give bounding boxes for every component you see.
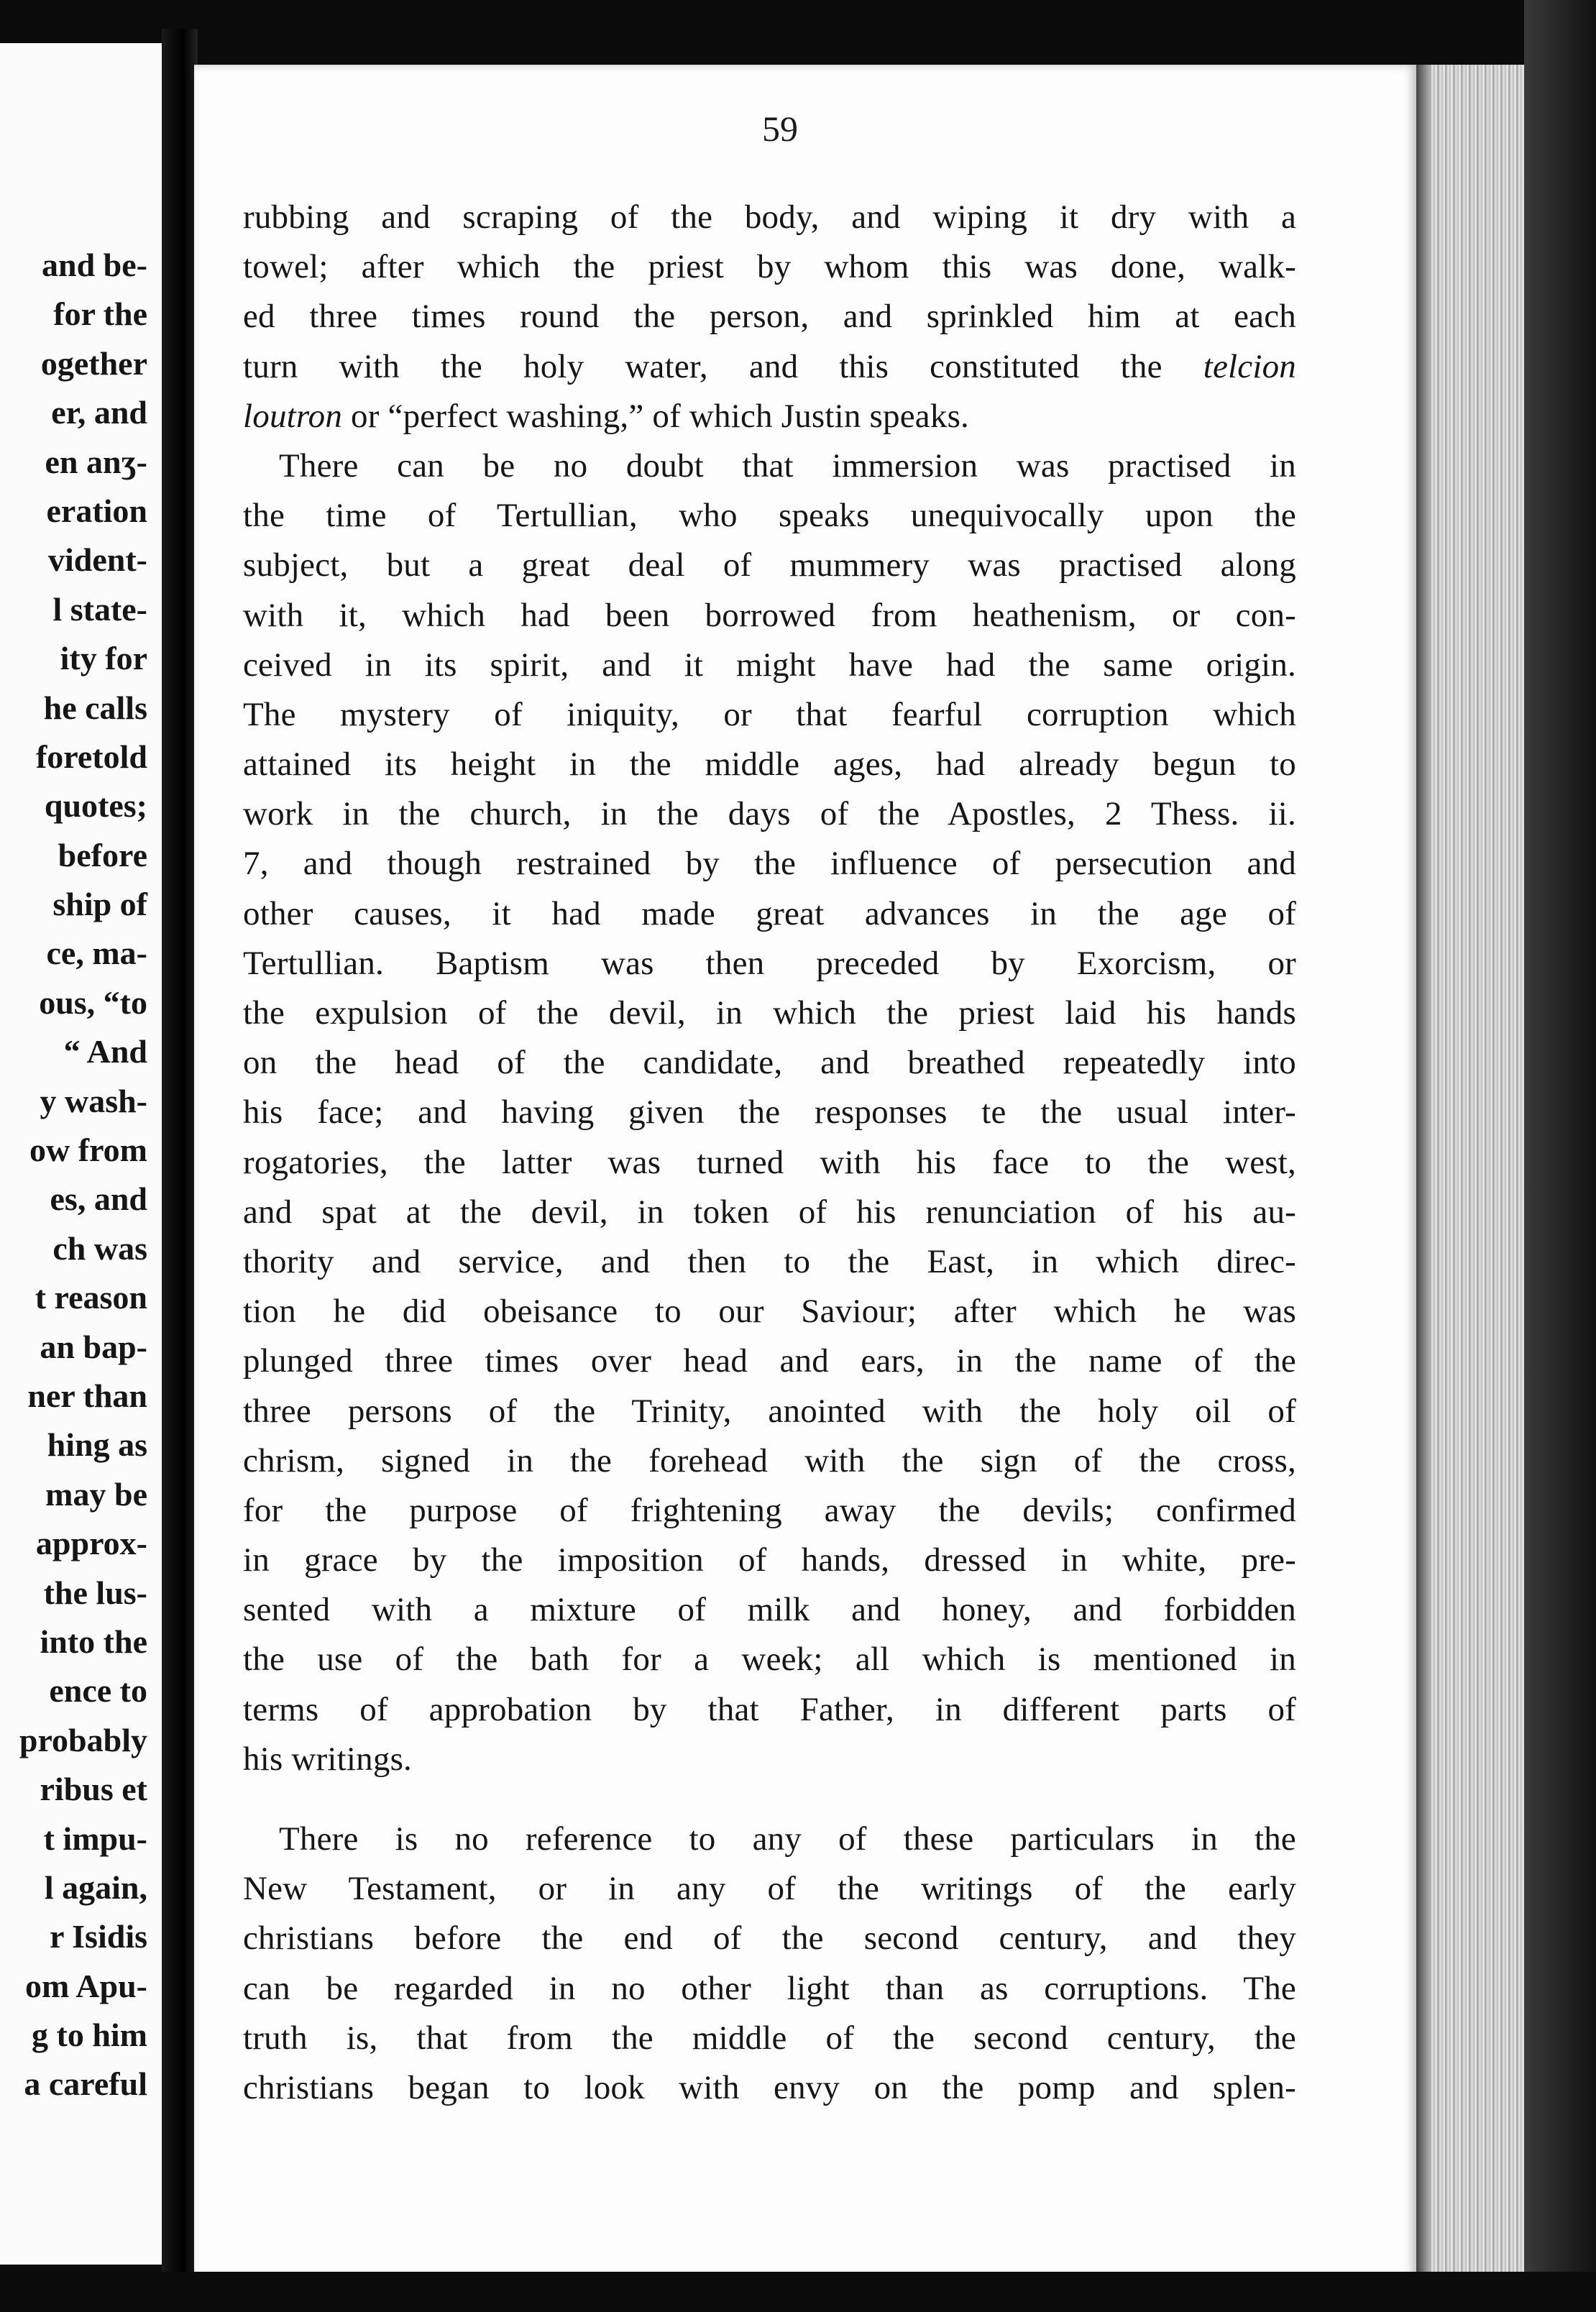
text-line: 7, and though restrained by the influence of persecution and xyxy=(243,845,1296,883)
previous-page-line: ence to xyxy=(49,1672,147,1710)
previous-page-line: ous, “to xyxy=(39,983,147,1021)
previous-page-line: ce, ma- xyxy=(46,935,147,972)
previous-page-line: ch was xyxy=(52,1229,147,1267)
text-line xyxy=(243,292,1296,341)
text-line: and spat at the devil, in token of his renunciation of his au- xyxy=(243,1193,1296,1231)
text-line: with it, which had been borrowed from heathenism, or con- xyxy=(243,596,1296,634)
page-body xyxy=(243,193,1296,2113)
text-line xyxy=(243,242,1296,292)
previous-page-line: and be- xyxy=(42,247,147,283)
previous-page-line: en anʒ- xyxy=(45,443,147,480)
text-line: Tertullian. Baptism was then preceded by Exorcism, or xyxy=(243,944,1296,982)
text-line: his face; and having given the responses te the usual inter- xyxy=(243,1093,1296,1132)
previous-page-line: ner than xyxy=(27,1377,147,1414)
previous-page-line: foretold xyxy=(35,738,147,775)
text-line: ceived in its spirit, and it might have had the same origin. xyxy=(243,646,1296,684)
previous-page-line: he calls xyxy=(43,689,147,726)
text-run: ed three times round the person, and sprinkled him at each xyxy=(243,298,1296,336)
previous-page-line: a careful xyxy=(24,2065,147,2103)
text-line: for the purpose of frightening away the devils; confirmed xyxy=(243,1491,1296,1529)
italic-run: telcion xyxy=(1203,347,1296,385)
previous-page-line: ribus et xyxy=(40,1771,147,1808)
previous-page-line: approx- xyxy=(35,1525,147,1562)
scan-top-border xyxy=(0,0,1596,68)
previous-page-line: t reason xyxy=(35,1279,147,1316)
previous-page-line: eration xyxy=(46,492,147,529)
previous-page-line: may be xyxy=(45,1475,147,1513)
previous-page-line: y wash- xyxy=(40,1082,147,1119)
text-line: work in the church, in the days of the Apostles, 2 Thess. ii. xyxy=(243,795,1296,833)
previous-page-line: an bap- xyxy=(40,1328,147,1365)
text-run: turn with the holy water, and this constituted the xyxy=(243,347,1203,385)
text-run: towel; after which the priest by whom this was done, walk- xyxy=(243,248,1296,286)
previous-page-line: es, and xyxy=(50,1180,147,1218)
previous-page-line: er, and xyxy=(51,394,147,431)
text-line: plunged three times over head and ears, in the name of the xyxy=(243,1342,1296,1380)
text-line: other causes, it had made great advances in the age of xyxy=(243,894,1296,932)
previous-page-line: into the xyxy=(40,1623,147,1660)
previous-page-line: g to him xyxy=(32,2017,147,2054)
previous-page-line: ity for xyxy=(60,640,147,677)
text-line xyxy=(243,342,1296,392)
text-run: or “perfect washing,” of which Justin speaks. xyxy=(342,397,970,435)
text-line: There can be no doubt that immersion was practised in xyxy=(279,446,1296,485)
text-line: tion he did obeisance to our Saviour; after which he was xyxy=(243,1293,1296,1331)
previous-page-line: “ And xyxy=(63,1033,147,1070)
previous-page-line: quotes; xyxy=(44,787,147,825)
scan-right-border xyxy=(1524,0,1596,2312)
italic-run: loutron xyxy=(243,397,343,435)
previous-page-line: l again, xyxy=(44,1868,147,1906)
text-line: New Testament, or in any of the writings of the early xyxy=(243,1870,1296,1908)
text-line: in grace by the imposition of hands, dressed in white, pre- xyxy=(243,1541,1296,1579)
previous-page-line: before xyxy=(58,836,147,873)
paragraph-3 xyxy=(243,1815,1296,2113)
previous-page-text xyxy=(0,241,147,2109)
page-number: 59 xyxy=(762,109,798,149)
text-line: chrism, signed in the forehead with the sign of the cross, xyxy=(243,1441,1296,1480)
previous-page-fragment xyxy=(0,43,162,2265)
text-line: There is no reference to any of these particulars in the xyxy=(279,1820,1296,1858)
previous-page-line: probably xyxy=(19,1721,147,1758)
text-line: his writings. xyxy=(243,1740,413,1778)
paragraph-1 xyxy=(243,193,1296,441)
text-line: attained its height in the middle ages, had already begun to xyxy=(243,746,1296,784)
text-line: the time of Tertullian, who speaks unequivocally upon the xyxy=(243,497,1296,535)
text-line: christians before the end of the second century, and they xyxy=(243,1919,1296,1958)
text-line: The mystery of iniquity, or that fearful corruption which xyxy=(243,695,1296,733)
paragraph-2 xyxy=(243,441,1296,1784)
text-line xyxy=(243,392,1296,441)
text-line: can be regarded in no other light than as corruptions. The xyxy=(243,1969,1296,2007)
text-line: subject, but a great deal of mummery was practised along xyxy=(243,546,1296,584)
text-line: sented with a mixture of milk and honey, and forbidden xyxy=(243,1591,1296,1629)
previous-page-line: vident- xyxy=(48,541,147,579)
scan-bottom-border xyxy=(0,2272,1596,2312)
text-line: thority and service, and then to the East, in which direc- xyxy=(243,1242,1296,1280)
page-edges xyxy=(1416,65,1524,2279)
previous-page-line: t impu- xyxy=(43,1820,147,1857)
text-line xyxy=(243,193,1296,242)
text-line: rogatories, the latter was turned with his face to the west, xyxy=(243,1143,1296,1181)
text-line: terms of approbation by that Father, in different parts of xyxy=(243,1690,1296,1728)
text-line: the use of the bath for a week; all which is mentioned in xyxy=(243,1641,1296,1679)
previous-page-line: hing as xyxy=(47,1426,147,1464)
previous-page-line: r Isidis xyxy=(50,1918,147,1955)
previous-page-line: l state- xyxy=(52,590,147,628)
paragraph-spacer xyxy=(243,1784,1296,1815)
text-line: the expulsion of the devil, in which the priest laid his hands xyxy=(243,994,1296,1032)
text-line: on the head of the candidate, and breathed repeatedly into xyxy=(243,1044,1296,1082)
text-run: rubbing and scraping of the body, and wiping it dry with a xyxy=(243,198,1296,236)
book-gutter xyxy=(162,29,198,2293)
previous-page-line: for the xyxy=(53,295,147,333)
previous-page-line: ogether xyxy=(40,344,147,382)
previous-page-line: ow from xyxy=(29,1132,147,1169)
text-line: three persons of the Trinity, anointed with the holy oil of xyxy=(243,1392,1296,1430)
previous-page-line: om Apu- xyxy=(25,1967,147,2004)
text-line: christians began to look with envy on the pomp and splen- xyxy=(243,2068,1296,2106)
text-line: truth is, that from the middle of the second century, the xyxy=(243,2019,1296,2057)
previous-page-line: the lus- xyxy=(43,1574,147,1611)
previous-page-line: ship of xyxy=(52,886,147,923)
